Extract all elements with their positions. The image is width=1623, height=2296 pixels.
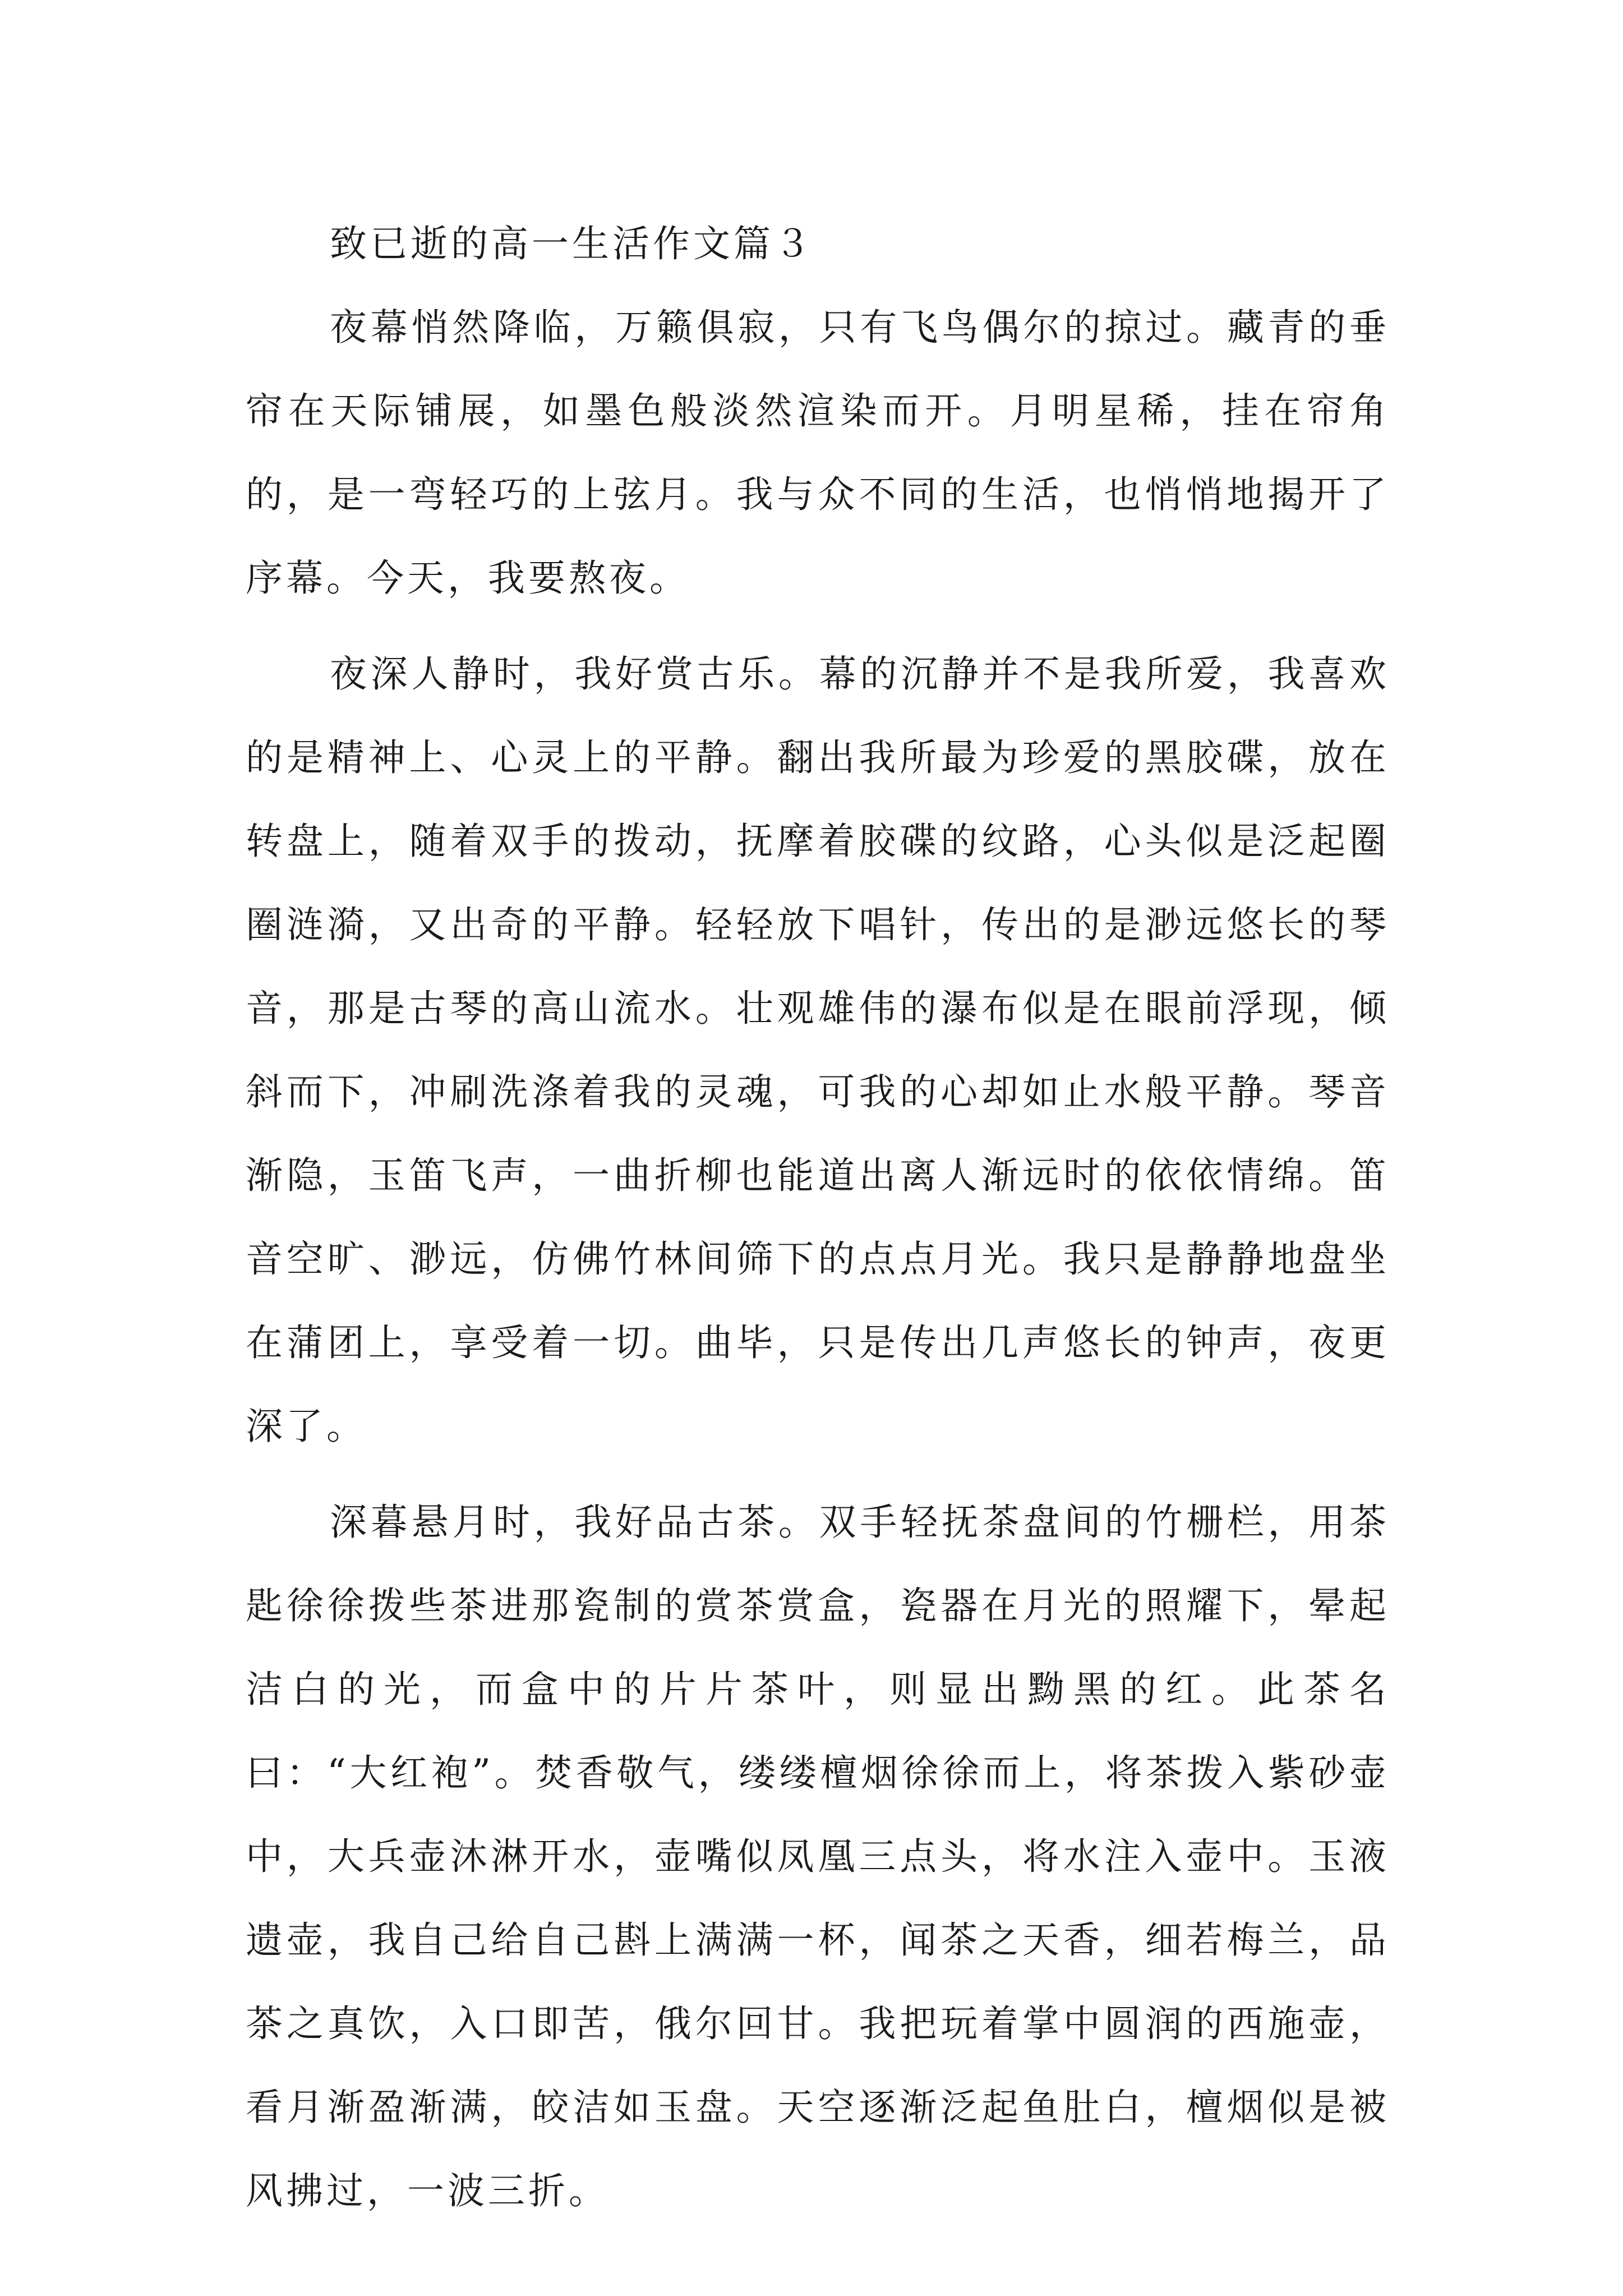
article-title: 致已逝的高一生活作文篇３ — [330, 222, 814, 265]
paragraph-3: 深暮悬月时，我好品古茶。双手轻抚茶盘间的竹栅栏，用茶匙徐徐拨些茶进那瓷制的赏茶赏盒，瓷器在月光的照耀下，晕起洁白的光，而盒中的片片茶叶，则显出黝黑的红。此茶名曰：“大红袍”。焚香敬气，缕缕檀烟徐徐而上，将茶拨入紫砂壶中，大兵壶沐淋开水，壶嘴似凤凰三点头，将水注入壶中。玉液遗壶，我自己给自己斟上满满一杯，闻茶之天香，细若梅兰，品茶之真饮，入口即苦，俄尔回甘。我把玩着掌中圆润的西施壶，看月渐盈渐满，皎洁如玉盘。天空逐渐泛起鱼肚白，檀烟似是被风拂过，一波三折。 — [246, 1501, 1390, 2212]
article — [246, 202, 1390, 2245]
paragraph-1: 夜幕悄然降临，万籁俱寂，只有飞鸟偶尔的掠过。藏青的垂帘在天际铺展，如墨色般淡然渲染而开。月明星稀，挂在帘角的，是一弯轻巧的上弦月。我与众不同的生活，也悄悄地揭开了序幕。今天，我要熬夜。 — [246, 306, 1390, 600]
paragraph-2: 夜深人静时，我好赏古乐。幕的沉静并不是我所爱，我喜欢的是精神上、心灵上的平静。翻出我所最为珍爱的黑胶碟，放在转盘上，随着双手的拨动，抚摩着胶碟的纹路，心头似是泛起圈圈涟漪，又出奇的平静。轻轻放下唱针，传出的是渺远悠长的琴音，那是古琴的高山流水。壮观雄伟的瀑布似是在眼前浮现，倾斜而下，冲刷洗涤着我的灵魂，可我的心却如止水般平静。琴音渐隐，玉笛飞声，一曲折柳也能道出离人渐远时的依依情绵。笛音空旷、渺远，仿佛竹林间筛下的点点月光。我只是静静地盘坐在蒲团上，享受着一切。曲毕，只是传出几声悠长的钟声，夜更深了。 — [246, 652, 1390, 1448]
